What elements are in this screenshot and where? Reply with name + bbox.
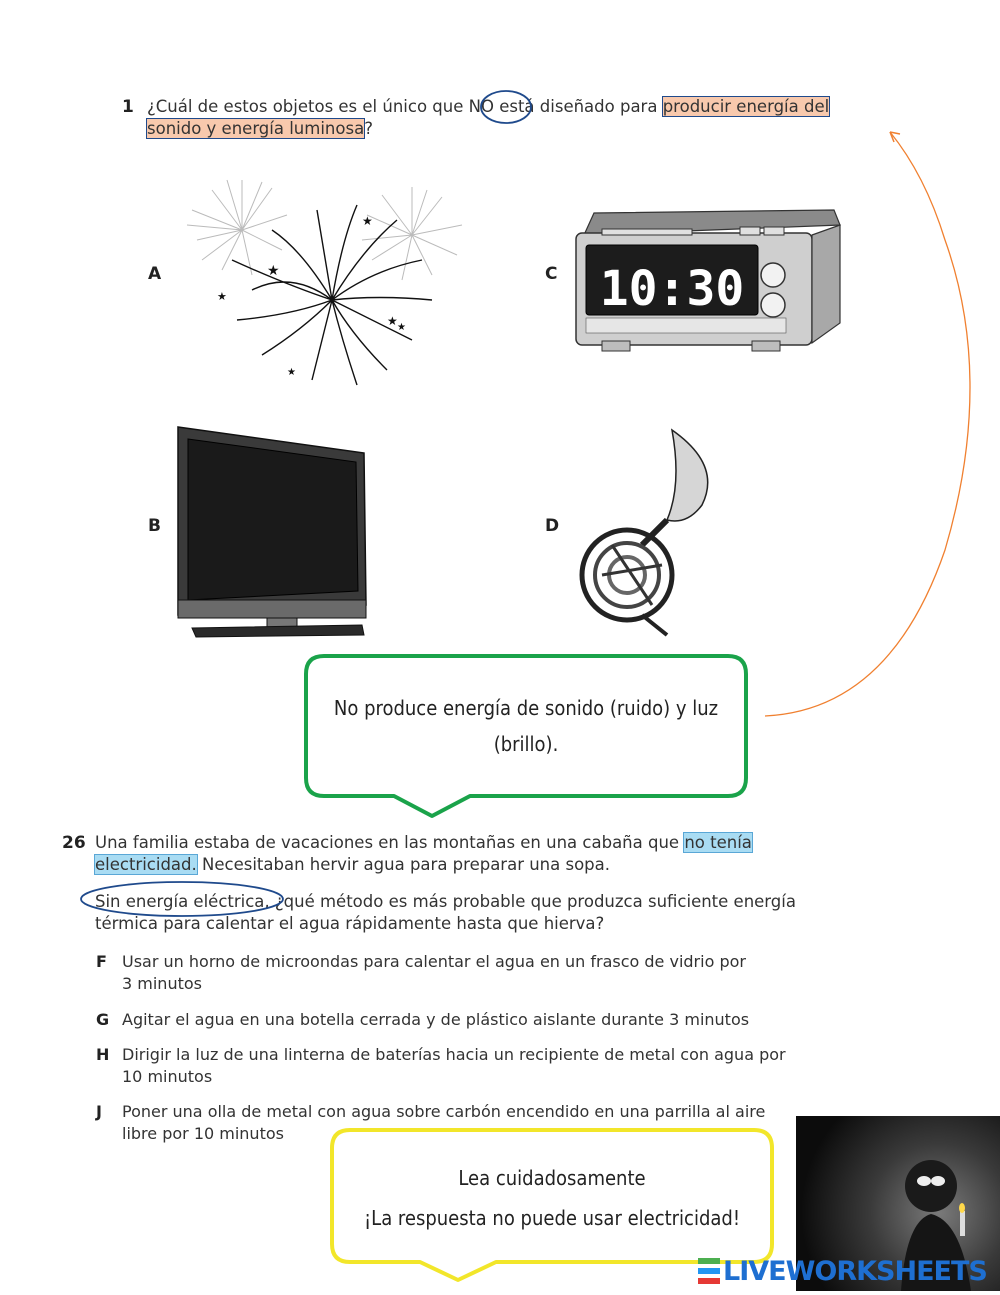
svg-text:★: ★ [287, 367, 296, 378]
svg-text:★: ★ [267, 263, 280, 279]
question-1-highlight-a: producir energía del [662, 97, 830, 116]
option-g-letter: G [96, 1010, 110, 1029]
green-bubble-line-1: No produce energía de sonido (ruido) y luz [333, 696, 719, 720]
sin-energia-circle-annotation [78, 878, 288, 920]
svg-text:★: ★ [362, 214, 373, 228]
option-j-line2: libre por 10 minutos [122, 1124, 284, 1143]
yellow-bubble-line-2: ¡La respuesta no puede usar electricidad! [363, 1206, 741, 1230]
svg-text:★: ★ [397, 322, 406, 333]
question-1-highlight-b: sonido y energía luminosa [147, 119, 365, 138]
arrow-annotation [760, 120, 990, 730]
question-1-line1-post: está diseñado para [493, 97, 663, 116]
question-26-line4: térmica para calentar el agua rápidamente hasta que hierva? [95, 914, 605, 933]
question-26-line2-post: Necesitaban hervir agua para preparar una sopa. [196, 855, 611, 874]
yellow-bubble-text [332, 1158, 772, 1238]
question-26-number: 26 [62, 833, 86, 853]
clock-display-text: 10:30 [599, 261, 745, 317]
option-g-line1: Agitar el agua en una botella cerrada y de plástico aislante durante 3 minutos [122, 1010, 750, 1029]
option-h-line1: Dirigir la luz de una linterna de baterías hacia un recipiente de metal con agua por [122, 1045, 786, 1064]
option-d-label: D [545, 516, 560, 536]
question-26-line3-post: ¿qué método es más probable que produzca suficiente energía [269, 892, 796, 911]
option-f-line2: 3 minutos [122, 974, 202, 993]
option-h[interactable] [96, 1044, 836, 1088]
option-h-letter: H [96, 1045, 110, 1064]
yellow-bubble-line-1: Lea cuidadosamente [458, 1166, 646, 1190]
liveworksheets-logo-icon [698, 1258, 720, 1284]
green-bubble-text [306, 690, 746, 762]
television-image[interactable] [172, 425, 372, 640]
question-26-highlight-b: electricidad. [95, 855, 197, 874]
svg-text:★: ★ [387, 314, 398, 328]
no-circle-annotation [478, 88, 534, 126]
question-1-circled-no: NO [468, 97, 494, 116]
fireworks-image[interactable] [172, 175, 482, 390]
liveworksheets-watermark [698, 1256, 987, 1286]
option-a-label: A [148, 264, 162, 284]
question-1-line1-pre: ¿Cuál de estos objetos es el único que [147, 97, 469, 116]
question-26-highlight-a: no tenía [684, 833, 752, 852]
option-b-label: B [148, 516, 161, 536]
french-horn-image[interactable] [572, 425, 722, 640]
option-c-label: C [545, 264, 558, 284]
option-f[interactable] [96, 951, 816, 995]
option-g[interactable] [96, 1009, 816, 1031]
svg-text:★: ★ [217, 290, 227, 303]
option-j-line1: Poner una olla de metal con agua sobre carbón encendido en una parrilla al aire [122, 1102, 766, 1121]
question-26-circled-phrase: Sin energía eléctrica, [95, 892, 270, 911]
question-1-line2-post: ? [364, 119, 373, 138]
option-h-line2: 10 minutos [122, 1067, 213, 1086]
liveworksheets-logo-text: LIVEWORKSHEETS [723, 1255, 987, 1287]
green-bubble-line-2: (brillo). [493, 732, 559, 756]
question-1-number: 1 [122, 97, 134, 117]
option-j-letter: J [96, 1102, 102, 1121]
option-f-line1: Usar un horno de microondas para calentar el agua en un frasco de vidrio por [122, 952, 746, 971]
option-f-letter: F [96, 952, 107, 971]
question-26-line1-pre: Una familia estaba de vacaciones en las montañas en una cabaña que [95, 833, 685, 852]
